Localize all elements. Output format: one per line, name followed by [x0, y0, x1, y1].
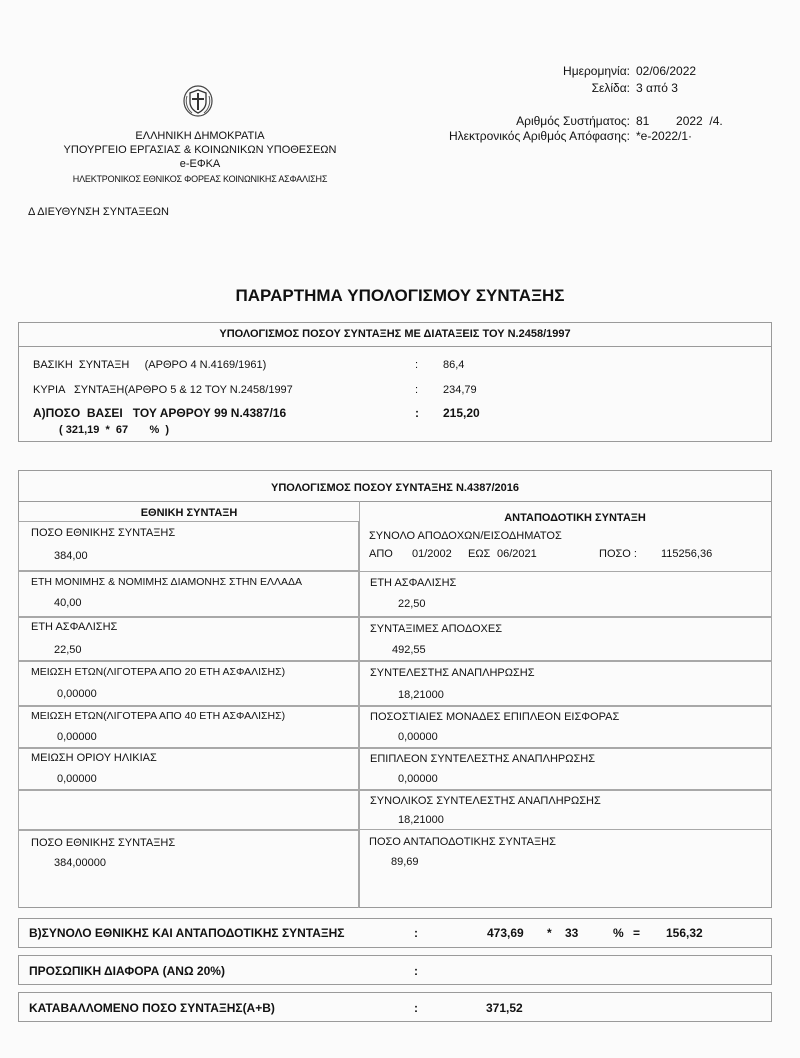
paid-amount-value: 371,52 [486, 1001, 523, 1015]
age-reduction-label: ΜΕΙΩΣΗ ΟΡΙΟΥ ΗΛΙΚΙΑΣ [31, 752, 157, 764]
residence-years-label: ΕΤΗ ΜΟΝΙΜΗΣ & ΝΟΜΙΜΗΣ ΔΙΑΜΟΝΗΣ ΣΤΗΝ ΕΛΛΑΔΑ [31, 576, 303, 588]
electronic-no-label: Ηλεκτρονικός Αριθμός Απόφασης: [449, 129, 630, 143]
divider [19, 501, 771, 502]
total-b-percent: 33 [565, 926, 579, 940]
page-value: 3 από 3 [636, 81, 678, 95]
header-line-efka-full: ΗΛΕΚΤΡΟΝΙΚΟΣ ΕΘΝΙΚΟΣ ΦΟΡΕΑΣ ΚΟΙΝΩΝΙΚΗΣ ΑΣΦΑΛΙΣΗΣ [72, 174, 328, 184]
age-reduction-cell [18, 748, 359, 790]
right-insurance-years-label: ΕΤΗ ΑΣΦΑΛΙΣΗΣ [370, 577, 457, 589]
section1-heading: ΥΠΟΛΟΓΙΣΜΟΣ ΠΟΣΟΥ ΣΥΝΤΑΞΗΣ ΜΕ ΔΙΑΤΑΞΕΙΣ ΤΟΥ Ν.2458/1997 [219, 328, 571, 340]
contributory-total-cell [359, 830, 772, 908]
earnings-amount-label: ΠΟΣΟ : [599, 548, 637, 560]
paid-amount-label: ΚΑΤΑΒΑΛΛΟΜΕΝΟ ΠΟΣΟ ΣΥΝΤΑΞΗΣ(Α+Β) [29, 1001, 275, 1015]
paid-amount-row [18, 992, 772, 1022]
replacement-rate-label: ΣΥΝΤΕΛΕΣΤΗΣ ΑΝΑΠΛΗΡΩΣΗΣ [370, 667, 535, 679]
pensionable-earnings-value: 492,55 [392, 644, 426, 656]
extra-contribution-value: 0,00000 [398, 731, 438, 743]
national-pension-heading: ΕΘΝΙΚΗ ΣΥΝΤΑΞΗ [140, 507, 238, 519]
pensionable-earnings-cell [359, 617, 772, 661]
document-title: ΠΑΡΑΡΤΗΜΑ ΥΠΟΛΟΓΙΣΜΟΥ ΣΥΝΤΑΞΗΣ [235, 286, 565, 305]
contributory-pension-heading: ΑΝΤΑΠΟΔΟΤΙΚΗ ΣΥΝΤΑΞΗ [504, 512, 646, 524]
total-replacement-rate-label: ΣΥΝΟΛΙΚΟΣ ΣΥΝΤΕΛΕΣΤΗΣ ΑΝΑΠΛΗΡΩΣΗΣ [370, 795, 601, 807]
replacement-rate-value: 18,21000 [398, 689, 444, 701]
main-pension-label: ΚΥΡΙΑ ΣΥΝΤΑΞΗ(ΑΡΘΡΟ 5 & 12 ΤΟΥ Ν.2458/1997 [33, 384, 293, 396]
earnings-from-value: 01/2002 [412, 548, 452, 560]
system-no-label: Αριθμός Συστήματος: [516, 114, 630, 128]
national-total-cell [18, 830, 359, 908]
residence-years-value: 40,00 [54, 597, 82, 609]
amount-a-formula: ( 321,19 * 67 % ) [59, 424, 170, 436]
equals-sign: = [633, 926, 641, 940]
colon: : [415, 359, 419, 371]
section-n2458 [18, 322, 772, 442]
pensionable-earnings-label: ΣΥΝΤΑΞΙΜΕΣ ΑΠΟΔΟΧΕΣ [370, 623, 503, 635]
contributory-total-value: 89,69 [391, 856, 419, 868]
department-name: Δ ΔΙΕΥΘΥΝΣΗ ΣΥΝΤΑΞΕΩΝ [28, 206, 169, 218]
reduction-40-value: 0,00000 [57, 731, 97, 743]
total-b-result: 156,32 [666, 926, 703, 940]
colon: : [414, 1001, 418, 1015]
residence-years-cell [18, 571, 359, 617]
colon: : [415, 406, 419, 420]
section2-heading: ΥΠΟΛΟΓΙΣΜΟΣ ΠΟΣΟΥ ΣΥΝΤΑΞΗΣ Ν.4387/2016 [271, 482, 519, 494]
reduction-20-label: ΜΕΙΩΣΗ ΕΤΩΝ(ΛΙΓΟΤΕΡΑ ΑΠΟ 20 ΕΤΗ ΑΣΦΑΛΙΣΗΣ) [31, 666, 286, 678]
reduction-40-label: ΜΕΙΩΣΗ ΕΤΩΝ(ΛΙΓΟΤΕΡΑ ΑΠΟ 40 ΕΤΗ ΑΣΦΑΛΙΣΗΣ) [31, 710, 286, 722]
total-b-label: Β)ΣΥΝΟΛΟ ΕΘΝΙΚΗΣ ΚΑΙ ΑΝΤΑΠΟΔΟΤΙΚΗΣ ΣΥΝΤΑΞΗΣ [29, 926, 345, 940]
right-insurance-years-value: 22,50 [398, 598, 426, 610]
national-amount-value: 384,00 [54, 550, 88, 562]
multiply-sign: * [547, 926, 552, 940]
header-line-republic: ΕΛΛΗΝΙΚΗ ΔΗΜΟΚΡΑΤΙΑ [135, 130, 265, 142]
basic-pension-label: ΒΑΣΙΚΗ ΣΥΝΤΑΞΗ (ΑΡΘΡΟ 4 Ν.4169/1961) [33, 359, 267, 371]
earnings-to-value: 06/2021 [497, 548, 537, 560]
insurance-years-value: 22,50 [54, 644, 82, 656]
reduction-40-cell [18, 706, 359, 748]
extra-contribution-cell [359, 706, 772, 748]
age-reduction-value: 0,00000 [57, 773, 97, 785]
date-value: 02/06/2022 [636, 64, 697, 78]
colon: : [414, 926, 418, 940]
earnings-cell [359, 521, 772, 571]
basic-pension-value: 86,4 [443, 359, 465, 371]
extra-replacement-rate-value: 0,00000 [398, 773, 438, 785]
header-line-ministry: ΥΠΟΥΡΓΕΙΟ ΕΡΓΑΣΙΑΣ & ΚΟΙΝΩΝΙΚΩΝ ΥΠΟΘΕΣΕΩΝ [63, 144, 337, 156]
amount-a-value: 215,20 [443, 406, 480, 420]
colon: : [415, 384, 419, 396]
date-label: Ημερομηνία: [563, 64, 630, 78]
colon: : [414, 964, 418, 978]
personal-difference-label: ΠΡΟΣΩΠΙΚΗ ΔΙΑΦΟΡΑ (ΑΝΩ 20%) [29, 964, 225, 978]
personal-difference-row [18, 955, 772, 985]
amount-a-label: Α)ΠΟΣΟ ΒΑΣΕΙ ΤΟΥ ΑΡΘΡΟΥ 99 Ν.4387/16 [33, 406, 287, 420]
national-total-label: ΠΟΣΟ ΕΘΝΙΚΗΣ ΣΥΝΤΑΞΗΣ [31, 837, 176, 849]
reduction-20-value: 0,00000 [57, 688, 97, 700]
total-replacement-rate-cell [359, 790, 772, 830]
total-b-sum: 473,69 [487, 926, 524, 940]
insurance-years-label: ΕΤΗ ΑΣΦΑΛΙΣΗΣ [31, 621, 118, 633]
insurance-years-cell [18, 617, 359, 661]
extra-contribution-label: ΠΟΣΟΣΤΙΑΙΕΣ ΜΟΝΑΔΕΣ ΕΠΙΠΛΕΟΝ ΕΙΣΦΟΡΑΣ [370, 711, 620, 723]
reduction-20-cell [18, 661, 359, 706]
contributory-total-label: ΠΟΣΟ ΑΝΤΑΠΟΔΟΤΙΚΗΣ ΣΥΝΤΑΞΗΣ [369, 836, 556, 848]
percent-sign: % [613, 926, 624, 940]
system-no-value: 81 2022 /4. [636, 114, 723, 128]
page-label: Σελίδα: [591, 81, 630, 95]
divider [19, 346, 771, 347]
replacement-rate-cell [359, 661, 772, 706]
extra-replacement-rate-label: ΕΠΙΠΛΕΟΝ ΣΥΝΤΕΛΕΣΤΗΣ ΑΝΑΠΛΗΡΩΣΗΣ [370, 753, 596, 765]
header-line-efka: e-ΕΦΚΑ [179, 158, 221, 170]
national-total-value: 384,00000 [54, 857, 106, 869]
empty-cell [18, 790, 359, 830]
earnings-to-label: ΕΩΣ [468, 548, 491, 560]
electronic-no-value: *e-2022/1· [636, 129, 693, 143]
main-pension-value: 234,79 [443, 384, 477, 396]
earnings-amount-value: 115256,36 [661, 548, 713, 560]
greek-emblem-icon [182, 84, 214, 118]
national-amount-label: ΠΟΣΟ ΕΘΝΙΚΗΣ ΣΥΝΤΑΞΗΣ [31, 527, 176, 539]
total-b-row [18, 918, 772, 948]
extra-replacement-rate-cell [359, 748, 772, 790]
total-replacement-rate-value: 18,21000 [398, 814, 444, 826]
national-amount-cell [18, 521, 359, 571]
right-insurance-years-cell [359, 571, 772, 617]
earnings-from-label: ΑΠΟ [369, 548, 393, 560]
earnings-label: ΣΥΝΟΛΟ ΑΠΟΔΟΧΩΝ/ΕΙΣΟΔΗΜΑΤΟΣ [369, 530, 562, 542]
